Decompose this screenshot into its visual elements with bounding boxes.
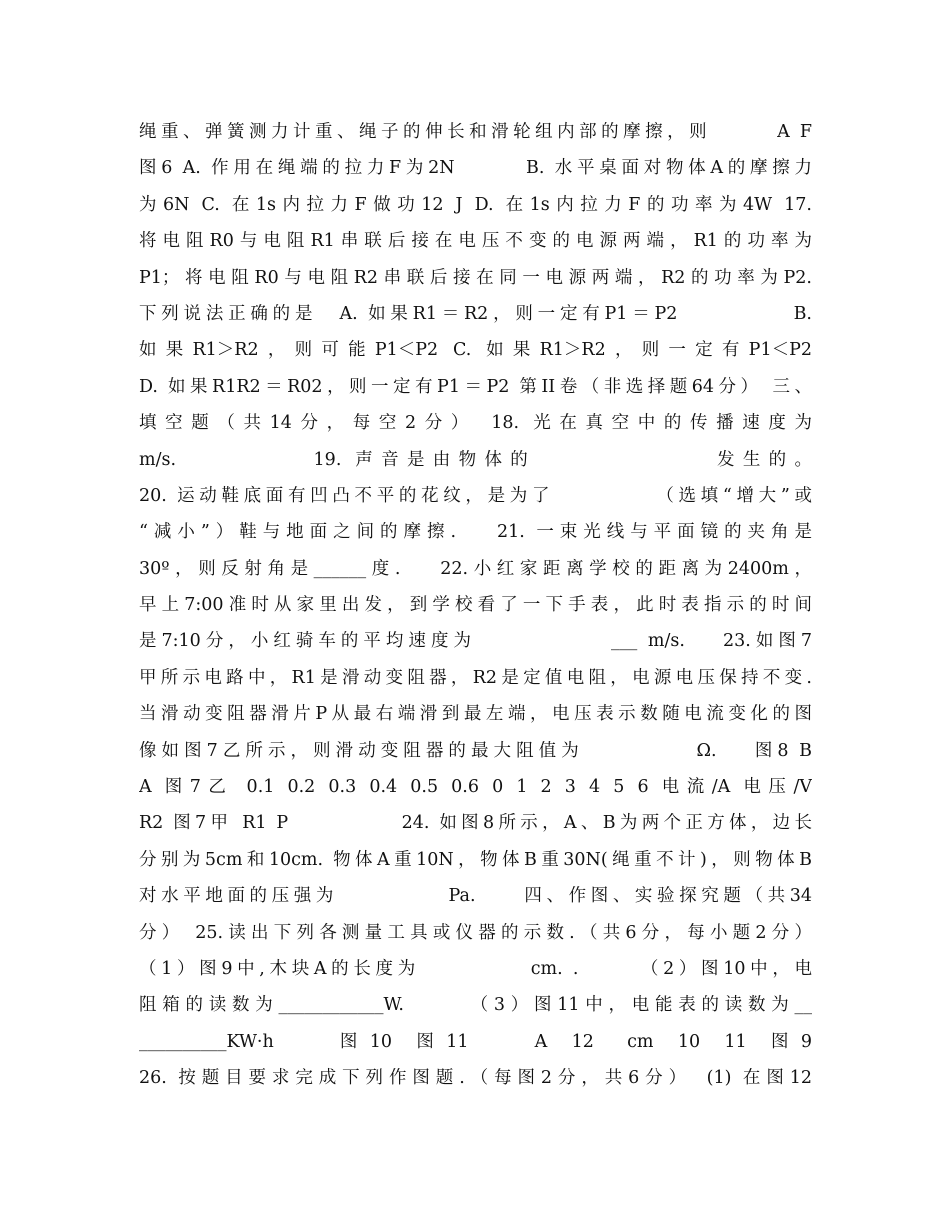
text-line: D. 如果R1R2＝R02，则一定有P1＝P2 第II卷（非选择题64分） 三、 <box>139 376 812 397</box>
text-line: 20. 运动鞋底面有凹凸不平的花纹，是为了 （选填“增大”或 <box>139 485 812 506</box>
text-line: 为6N C. 在1s内拉力F做功12 J D. 在1s内拉力F的功率为4W 17. <box>139 194 812 215</box>
text-line: 像如图7乙所示，则滑动变阻器的最大阻值为 Ω. 图8 B <box>139 740 812 761</box>
text-line: A 图7乙 0.1 0.2 0.3 0.4 0.5 0.6 0 1 2 3 4 5 6 电流/A 电压/V <box>139 777 812 798</box>
text-line: 图6 A. 作用在绳端的拉力F为2N B. 水平桌面对物体A的摩擦力 <box>139 158 812 179</box>
text-line: （1）图9中,木块A的长度为 cm. . （2）图10中，电 <box>139 958 812 979</box>
text-line: 如果R1＞R2，则可能P1＜P2 C. 如果R1＞R2，则一定有P1＜P2 <box>139 340 812 361</box>
text-line: 将电阻R0与电阻R1串联后接在电压不变的电源两端，R1的功率为 <box>139 231 812 252</box>
text-line: __________KW·h 图 10 图 11 A 12 cm 10 11 图 9 <box>139 1031 812 1052</box>
text-line: 早上7:00准时从家里出发，到学校看了一下手表，此时表指示的时间 <box>139 595 812 616</box>
text-line: P1；将电阻R0与电阻R2串联后接在同一电源两端，R2的功率为P2. <box>139 267 812 288</box>
text-line: 甲所示电路中，R1是滑动变阻器，R2是定值电阻，电源电压保持不变. <box>139 667 812 688</box>
document-text-block <box>139 114 812 1097</box>
text-line: m/s. 19. 声音是由物体的 发生的。 <box>139 449 812 470</box>
text-line: R2 图7甲 R1 P 24. 如图8所示，A、B为两个正方体，边长 <box>139 813 812 834</box>
text-line: 分） 25.读出下列各测量工具或仪器的示数.（共6分，每小题2分） <box>139 922 812 943</box>
text-line: 26. 按题目要求完成下列作图题.（每图2分，共6分） (1) 在图12 <box>139 1068 812 1089</box>
text-line: 下列说法正确的是 A. 如果R1＝R2，则一定有P1＝P2 B. <box>139 303 812 324</box>
text-line: 当滑动变阻器滑片P从最右端滑到最左端，电压表示数随电流变化的图 <box>139 704 812 725</box>
text-line: 对水平地面的压强为 Pa. 四、作图、实验探究题（共34 <box>139 886 812 907</box>
text-line: 30º，则反射角是______度. 22.小红家距离学校的距离为2400m， <box>139 558 812 579</box>
text-line: 分别为5cm和10cm. 物体A重10N，物体B重30N(绳重不计)，则物体B <box>139 849 812 870</box>
text-line: “减小”）鞋与地面之间的摩擦. 21. 一束光线与平面镜的夹角是 <box>139 522 812 543</box>
text-line: 是7:10分，小红骑车的平均速度为 ___ m/s. 23.如图7 <box>139 631 812 652</box>
text-line: 绳重、弹簧测力计重、绳子的伸长和滑轮组内部的摩擦，则 A F <box>139 122 812 142</box>
text-line: 填空题（共14分，每空2分） 18. 光在真空中的传播速度为 <box>139 413 812 434</box>
text-line: 阻箱的读数为____________W. （3）图11中，电能表的读数为__ <box>139 995 812 1016</box>
